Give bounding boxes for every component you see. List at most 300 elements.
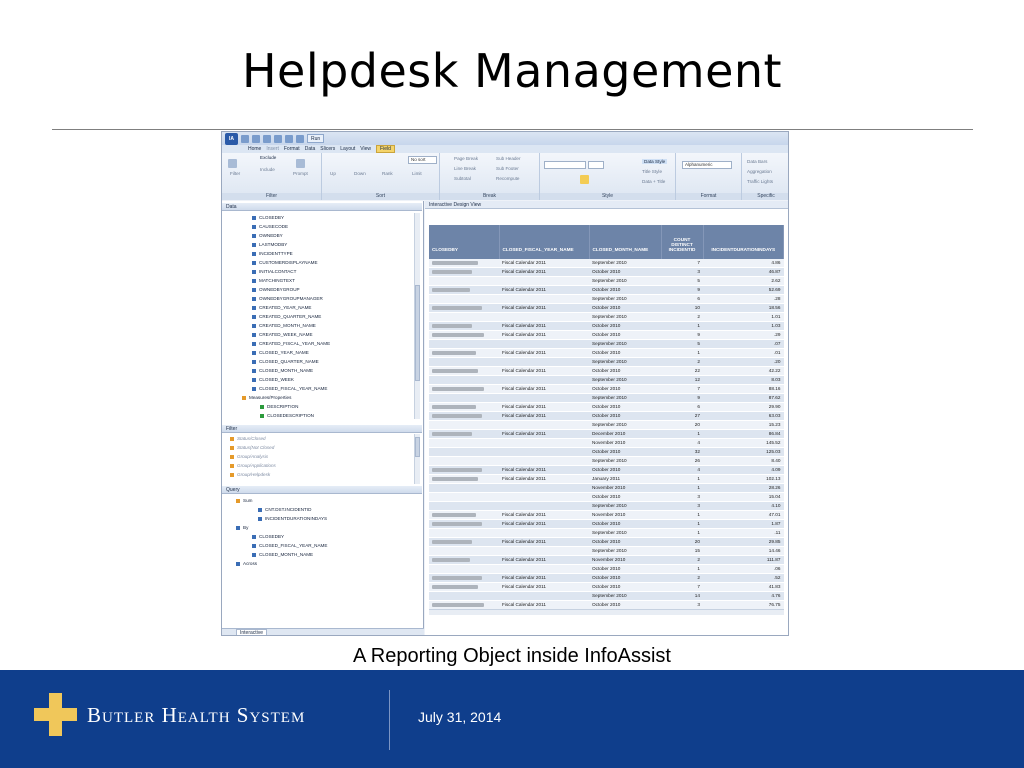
cell-duration: 1.03 [703, 322, 784, 331]
ribbon-group-sort [322, 153, 440, 200]
data-field[interactable] [252, 267, 330, 276]
cell-month: September 2010 [589, 394, 661, 403]
cell-count: 6 [661, 403, 703, 412]
cell-fiscal-year [499, 457, 589, 466]
sort-down-button[interactable]: Down [354, 171, 366, 176]
cell-count: 20 [661, 421, 703, 430]
table-row [429, 439, 784, 448]
format-select[interactable]: Alphanumeric [682, 161, 732, 169]
data-title-button[interactable]: Data + Title [642, 179, 666, 184]
by-field-label: CLOSED_FISCAL_YEAR_NAME [259, 543, 328, 548]
redacted-name [432, 405, 476, 409]
cell-count: 20 [661, 538, 703, 547]
table-row [429, 493, 784, 502]
font-select[interactable] [544, 161, 586, 169]
redacted-name [432, 414, 482, 418]
cell-closedby [429, 538, 499, 547]
field-icon [230, 455, 234, 459]
data-field-label: CLOSED_WEEK [259, 377, 294, 382]
cell-fiscal-year [499, 277, 589, 286]
cell-month: October 2010 [589, 367, 661, 376]
cell-fiscal-year: Fiscal Calendar 2011 [499, 538, 589, 547]
sum-field[interactable] [258, 505, 327, 514]
tab-slicers[interactable]: Slicers [320, 146, 336, 152]
design-view-header: Interactive Design View [425, 201, 789, 209]
cell-closedby [429, 484, 499, 493]
data-field[interactable] [252, 276, 330, 285]
data-scrollbar[interactable] [414, 213, 420, 419]
data-field[interactable] [252, 294, 330, 303]
open-icon[interactable] [252, 135, 260, 143]
cell-month: October 2010 [589, 286, 661, 295]
field-icon [252, 279, 256, 283]
table-row [429, 403, 784, 412]
query-sum-node[interactable] [236, 496, 252, 505]
field-icon [252, 270, 256, 274]
cell-duration: 15.23 [703, 421, 784, 430]
cell-fiscal-year [499, 529, 589, 538]
table-row [429, 376, 784, 385]
sub-footer-button[interactable]: Sub Footer [496, 166, 519, 171]
cell-duration: .52 [703, 574, 784, 583]
filter-button[interactable]: Filter [230, 171, 241, 176]
page-break-button[interactable]: Page Break [454, 156, 479, 161]
tab-view[interactable]: View [360, 146, 372, 152]
highlight-icon[interactable] [580, 175, 589, 184]
across-icon [236, 562, 240, 566]
tab-data[interactable]: Data [304, 146, 316, 152]
data-field[interactable] [252, 375, 330, 384]
cell-fiscal-year: Fiscal Calendar 2011 [499, 601, 589, 610]
redacted-name [432, 558, 470, 562]
data-field-label: CREATED_FISCAL_YEAR_NAME [259, 341, 331, 346]
cell-month: November 2010 [589, 556, 661, 565]
query-by-node-wrap [236, 523, 248, 532]
data-field[interactable] [252, 321, 330, 330]
cell-count: 22 [661, 367, 703, 376]
measures-folder[interactable] [242, 393, 291, 402]
cell-count: 2 [661, 313, 703, 322]
col-fiscal-year[interactable]: CLOSED_FISCAL_YEAR_NAME [499, 225, 589, 259]
cell-count: 32 [661, 448, 703, 457]
cell-fiscal-year [499, 493, 589, 502]
cell-duration: 42.22 [703, 367, 784, 376]
table-row [429, 574, 784, 583]
cell-closedby [429, 547, 499, 556]
field-icon [252, 216, 256, 220]
data-field[interactable] [252, 339, 330, 348]
cell-duration: .29 [703, 331, 784, 340]
cell-month: January 2011 [589, 475, 661, 484]
cell-closedby [429, 529, 499, 538]
cell-closedby [429, 322, 499, 331]
cell-month: September 2010 [589, 457, 661, 466]
field-icon [252, 553, 256, 557]
cell-closedby [429, 466, 499, 475]
tab-home[interactable]: Home [248, 146, 262, 152]
table-row [429, 412, 784, 421]
aggregation-button[interactable]: Aggregation [747, 169, 772, 174]
ribbon-group-format [676, 153, 742, 200]
field-icon [258, 508, 262, 512]
cell-duration: 18.56 [703, 304, 784, 313]
table-row [429, 520, 784, 529]
cell-month: October 2010 [589, 349, 661, 358]
cell-closedby [429, 304, 499, 313]
redacted-name [432, 513, 476, 517]
field-icon [252, 378, 256, 382]
status-bar [222, 628, 424, 636]
field-icon [252, 387, 256, 391]
cell-closedby [429, 394, 499, 403]
cell-month: October 2010 [589, 331, 661, 340]
cell-fiscal-year: Fiscal Calendar 2011 [499, 583, 589, 592]
sum-field-label: INCIDENTDURATIONINDAYS [265, 516, 328, 521]
cell-month: November 2010 [589, 511, 661, 520]
cell-month: October 2010 [589, 466, 661, 475]
data-field[interactable] [252, 285, 330, 294]
cell-closedby [429, 277, 499, 286]
tab-format[interactable]: Format [283, 146, 300, 152]
cell-fiscal-year: Fiscal Calendar 2011 [499, 331, 589, 340]
prompt-button[interactable]: Prompt [293, 171, 308, 176]
cell-fiscal-year: Fiscal Calendar 2011 [499, 574, 589, 583]
data-field[interactable] [252, 222, 330, 231]
col-duration-days[interactable]: INCIDENTDURATIONINDAYS [703, 225, 784, 259]
cell-fiscal-year: Fiscal Calendar 2011 [499, 385, 589, 394]
filter-item[interactable] [230, 470, 276, 479]
brand-name: Butler Health System [87, 703, 306, 727]
sum-list [258, 505, 327, 523]
data-field-label: OWNEDBY [259, 233, 283, 238]
by-field[interactable] [252, 550, 327, 559]
cell-count: 1 [661, 484, 703, 493]
table-row [429, 565, 784, 574]
by-field-label: CLOSEDBY [259, 534, 285, 539]
cell-count: 5 [661, 277, 703, 286]
field-icon [258, 517, 262, 521]
specific-group-label: Specific [742, 193, 789, 200]
format-group-label: Format [676, 193, 741, 200]
cell-count: 3 [661, 493, 703, 502]
field-icon [252, 243, 256, 247]
traffic-lights-button[interactable]: Traffic Lights [747, 179, 774, 184]
redacted-name [432, 585, 478, 589]
cell-duration: 4.86 [703, 259, 784, 268]
redacted-name [432, 270, 472, 274]
filter-item[interactable] [230, 434, 276, 443]
cell-month: October 2010 [589, 565, 661, 574]
filter-scroll-thumb[interactable] [415, 437, 420, 457]
data-field[interactable] [252, 312, 330, 321]
new-icon[interactable] [241, 135, 249, 143]
by-field[interactable] [252, 541, 327, 550]
font-size-select[interactable] [588, 161, 604, 169]
filter-item-label: Status/Closed [237, 436, 266, 441]
cell-closedby [429, 520, 499, 529]
filter-panel-header[interactable]: Filter [222, 425, 422, 433]
cell-month: October 2010 [589, 322, 661, 331]
sort-select[interactable]: No sort [408, 156, 437, 164]
cell-closedby [429, 511, 499, 520]
cell-closedby [429, 349, 499, 358]
cell-fiscal-year: Fiscal Calendar 2011 [499, 466, 589, 475]
cell-fiscal-year [499, 592, 589, 601]
report-table-body [429, 259, 784, 610]
cell-duration: 29.85 [703, 538, 784, 547]
line-break-button[interactable]: Line Break [454, 166, 476, 171]
cell-fiscal-year: Fiscal Calendar 2011 [499, 322, 589, 331]
data-field-tree [252, 213, 330, 393]
tab-insert[interactable]: Insert [266, 146, 279, 152]
cell-duration: 29.90 [703, 403, 784, 412]
data-field[interactable] [252, 357, 330, 366]
app-logo-icon[interactable]: IA [225, 133, 238, 145]
quick-access-toolbar [222, 132, 789, 145]
cell-closedby [429, 358, 499, 367]
cell-month: September 2010 [589, 340, 661, 349]
cell-month: October 2010 [589, 304, 661, 313]
filter-icon[interactable] [228, 159, 237, 168]
sum-field-label: CNT.DST.INCIDENTID [265, 507, 312, 512]
slide-date: July 31, 2014 [418, 709, 502, 725]
by-field[interactable] [252, 532, 327, 541]
cell-month: October 2010 [589, 448, 661, 457]
data-field[interactable] [252, 303, 330, 312]
cell-fiscal-year: Fiscal Calendar 2011 [499, 475, 589, 484]
data-panel-header[interactable]: Data [222, 203, 422, 211]
print-icon[interactable] [296, 135, 304, 143]
table-row [429, 511, 784, 520]
cell-duration: 46.87 [703, 268, 784, 277]
redacted-name [432, 324, 472, 328]
cell-closedby [429, 457, 499, 466]
redacted-name [432, 477, 478, 481]
redacted-name [432, 387, 484, 391]
field-icon [252, 261, 256, 265]
data-field[interactable] [252, 384, 330, 393]
query-across-node[interactable] [236, 559, 257, 568]
cell-count: 4 [661, 466, 703, 475]
subtotal-button[interactable]: Subtotal [454, 176, 471, 181]
data-field-label: CLOSED_FISCAL_YEAR_NAME [259, 386, 328, 391]
undo-icon[interactable] [274, 135, 282, 143]
cell-closedby [429, 583, 499, 592]
filter-item-label: Status(Not Closed [237, 445, 275, 450]
by-icon [236, 526, 240, 530]
cell-duration: 125.03 [703, 448, 784, 457]
col-count-incidentid[interactable]: COUNT DISTINCT INCIDENTID [661, 225, 703, 259]
cell-fiscal-year: Fiscal Calendar 2011 [499, 403, 589, 412]
cell-duration: 4.76 [703, 592, 784, 601]
cell-fiscal-year [499, 448, 589, 457]
redacted-name [432, 522, 482, 526]
slide-title: Helpdesk Management [241, 44, 783, 98]
cell-month: September 2010 [589, 295, 661, 304]
cell-month: October 2010 [589, 601, 661, 610]
cell-duration: .11 [703, 529, 784, 538]
data-field[interactable] [252, 348, 330, 357]
data-field-label: CREATED_MONTH_NAME [259, 323, 316, 328]
cell-fiscal-year [499, 547, 589, 556]
limit-button[interactable]: Limit [412, 171, 422, 176]
rank-button[interactable]: Rank [382, 171, 393, 176]
cell-duration: 14.46 [703, 547, 784, 556]
cell-count: 14 [661, 592, 703, 601]
cell-duration: .01 [703, 349, 784, 358]
field-icon [252, 252, 256, 256]
cell-closedby [429, 565, 499, 574]
measure-field[interactable] [260, 402, 314, 411]
table-row [429, 340, 784, 349]
field-icon [252, 288, 256, 292]
data-field[interactable] [252, 240, 330, 249]
cell-duration: .07 [703, 340, 784, 349]
filter-item[interactable] [230, 461, 276, 470]
exclude-button[interactable]: Exclude [260, 155, 277, 160]
cell-month: November 2010 [589, 439, 661, 448]
cell-month: September 2010 [589, 313, 661, 322]
cell-duration: 63.03 [703, 412, 784, 421]
field-icon [252, 315, 256, 319]
redacted-name [432, 468, 482, 472]
sub-header-button[interactable]: Sub Header [496, 156, 521, 161]
cell-fiscal-year: Fiscal Calendar 2011 [499, 286, 589, 295]
sigma-icon [236, 499, 240, 503]
by-field-label: CLOSED_MONTH_NAME [259, 552, 314, 557]
cell-closedby [429, 340, 499, 349]
data-field[interactable] [252, 231, 330, 240]
prompt-icon[interactable] [296, 159, 305, 168]
cell-closedby [429, 439, 499, 448]
table-row [429, 277, 784, 286]
field-icon [252, 342, 256, 346]
data-field[interactable] [252, 249, 330, 258]
cell-count: 1 [661, 322, 703, 331]
cell-fiscal-year [499, 484, 589, 493]
cell-duration: 87.62 [703, 394, 784, 403]
table-row [429, 583, 784, 592]
cell-fiscal-year [499, 295, 589, 304]
cell-count: 1 [661, 511, 703, 520]
data-field[interactable] [252, 258, 330, 267]
cell-month: October 2010 [589, 412, 661, 421]
interactive-tab[interactable]: Interactive [236, 629, 267, 636]
tab-field[interactable]: Field [376, 145, 395, 153]
table-horizontal-scrollbar[interactable] [429, 609, 784, 615]
recompute-button[interactable]: Recompute [496, 176, 520, 181]
cell-count: 3 [661, 268, 703, 277]
query-panel-header[interactable]: Query [222, 486, 422, 494]
sum-field[interactable] [258, 514, 327, 523]
title-style-button[interactable]: Title Style [642, 169, 662, 174]
cell-count: 4 [661, 439, 703, 448]
field-icon [252, 351, 256, 355]
data-field-label: CLOSED_MONTH_NAME [259, 368, 314, 373]
cell-duration: 111.87 [703, 556, 784, 565]
data-field-label: CLOSEDBY [259, 215, 285, 220]
redo-icon[interactable] [285, 135, 293, 143]
sort-up-button[interactable]: Up [330, 171, 336, 176]
col-closedby[interactable]: CLOSEDBY [429, 225, 499, 259]
cell-fiscal-year: Fiscal Calendar 2011 [499, 268, 589, 277]
measure-field[interactable] [260, 411, 314, 420]
table-row [429, 394, 784, 403]
table-row [429, 484, 784, 493]
cell-closedby [429, 259, 499, 268]
title-divider [52, 129, 973, 130]
cell-month: October 2010 [589, 574, 661, 583]
cell-fiscal-year [499, 358, 589, 367]
cell-closedby [429, 376, 499, 385]
cell-month: October 2010 [589, 385, 661, 394]
sort-group-label: Sort [322, 193, 439, 200]
measures-label: Measures/Properties [249, 395, 292, 400]
data-field[interactable] [252, 213, 330, 222]
data-field[interactable] [252, 330, 330, 339]
cell-fiscal-year [499, 439, 589, 448]
filter-item[interactable] [230, 452, 276, 461]
table-header-row [429, 225, 784, 259]
table-row [429, 322, 784, 331]
filter-item[interactable] [230, 443, 276, 452]
cell-duration: 2.62 [703, 277, 784, 286]
run-button[interactable]: Run [307, 134, 324, 143]
break-group-label: Break [440, 193, 539, 200]
field-icon [230, 446, 234, 450]
include-button[interactable]: Include [260, 167, 275, 172]
redacted-name [432, 540, 472, 544]
cell-month: October 2010 [589, 493, 661, 502]
table-row [429, 448, 784, 457]
cell-month: September 2010 [589, 529, 661, 538]
query-by-node[interactable] [236, 523, 248, 532]
tab-layout[interactable]: Layout [340, 146, 356, 152]
cell-fiscal-year [499, 376, 589, 385]
by-label: By [243, 525, 249, 530]
cell-count: 9 [661, 394, 703, 403]
data-field-label: CREATED_YEAR_NAME [259, 305, 312, 310]
cell-count: 2 [661, 358, 703, 367]
cell-month: October 2010 [589, 583, 661, 592]
col-month[interactable]: CLOSED_MONTH_NAME [589, 225, 661, 259]
cell-month: September 2010 [589, 547, 661, 556]
cell-count: 15 [661, 547, 703, 556]
data-field-label: INCIDENTTYPE [259, 251, 293, 256]
table-row [429, 358, 784, 367]
cell-month: September 2010 [589, 592, 661, 601]
data-style-button[interactable]: Data Style [644, 159, 666, 164]
cell-closedby [429, 403, 499, 412]
filter-scrollbar[interactable] [414, 434, 420, 484]
data-field[interactable] [252, 366, 330, 375]
save-icon[interactable] [263, 135, 271, 143]
cell-month: September 2010 [589, 277, 661, 286]
cell-closedby [429, 493, 499, 502]
cell-count: 3 [661, 502, 703, 511]
cell-month: October 2010 [589, 268, 661, 277]
data-field-label: LASTMODBY [259, 242, 288, 247]
data-scroll-thumb[interactable] [415, 285, 420, 381]
data-bars-button[interactable]: Data Bars [747, 159, 768, 164]
cell-month: September 2010 [589, 421, 661, 430]
cell-duration: .28 [703, 295, 784, 304]
measure-list [260, 402, 314, 420]
cell-month: October 2010 [589, 403, 661, 412]
cell-count: 9 [661, 286, 703, 295]
redacted-name [432, 306, 482, 310]
cell-count: 3 [661, 601, 703, 610]
